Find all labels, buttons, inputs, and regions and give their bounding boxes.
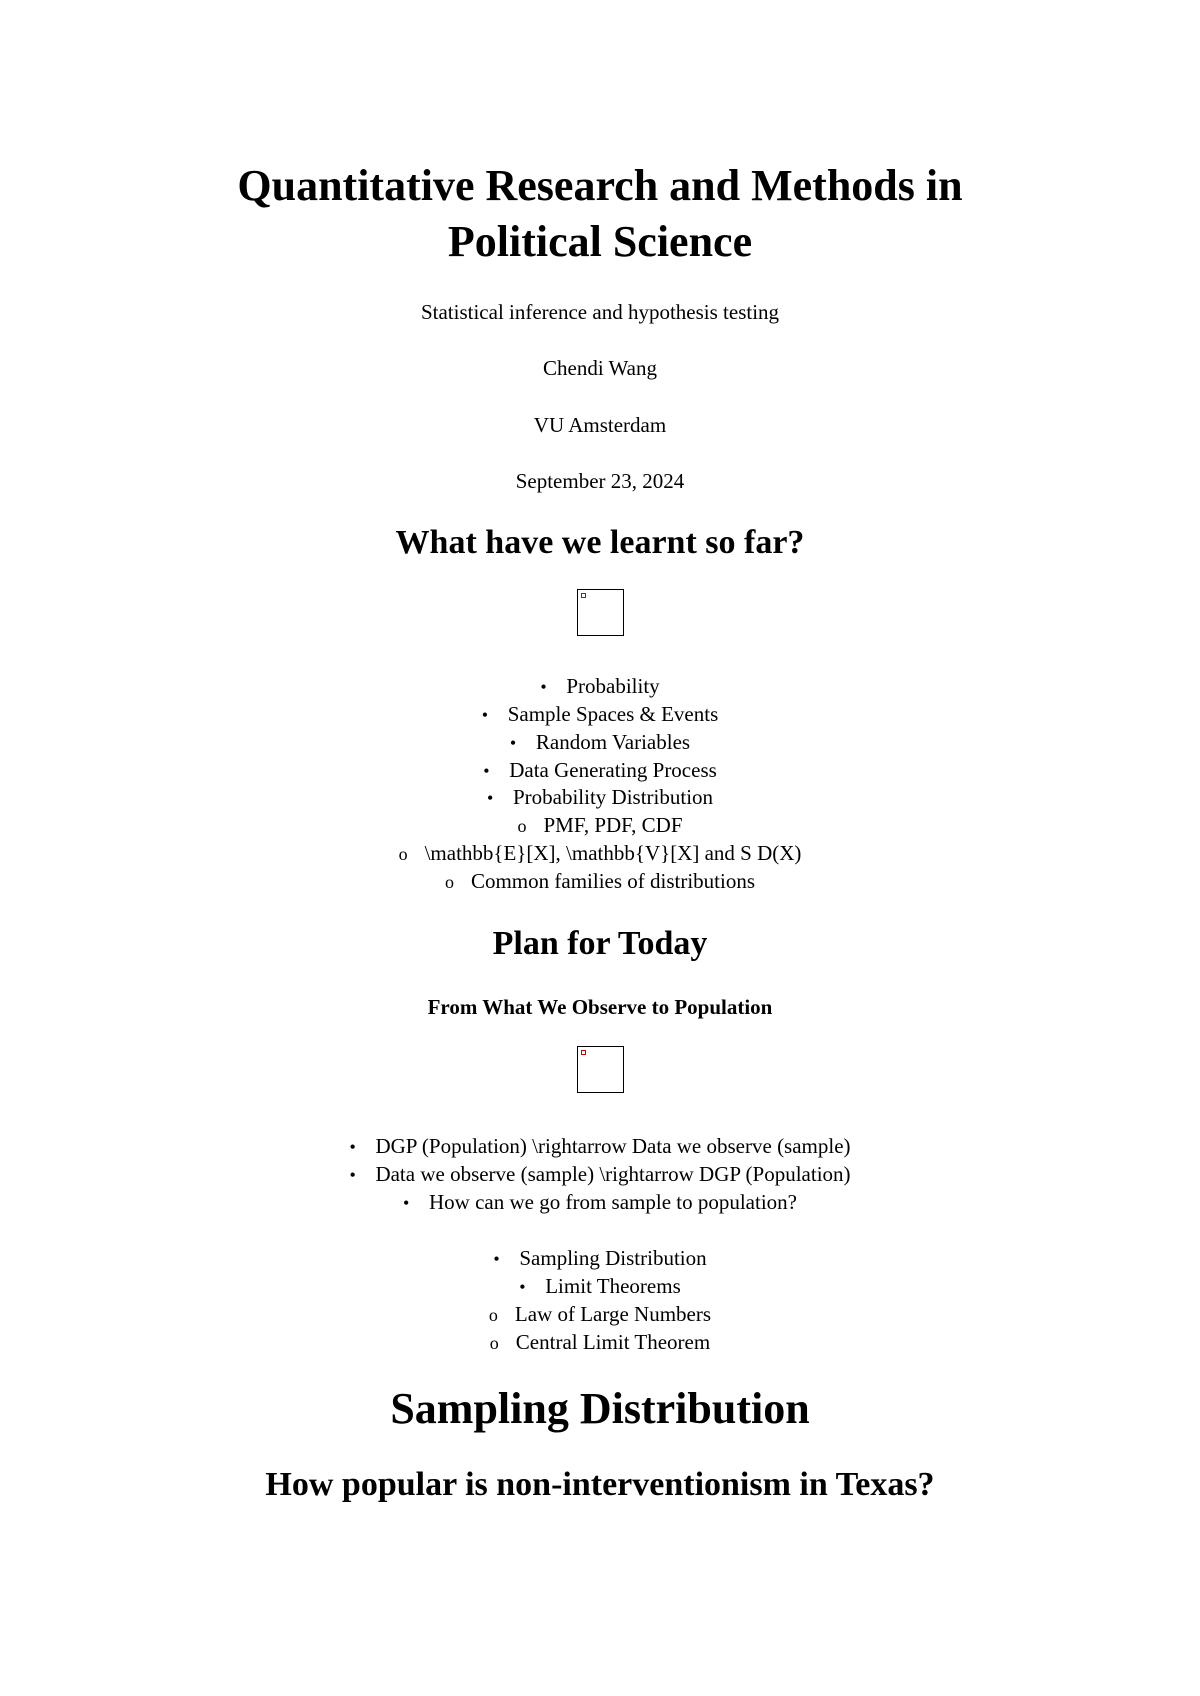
list-item-content: [490, 1328, 710, 1357]
list-item-content: [493, 1244, 706, 1273]
institution-name: VU Amsterdam: [533, 413, 667, 437]
list-item: [0, 1160, 1200, 1189]
list-item: [0, 1300, 1200, 1329]
section-subheading-sampling: How popular is non-interventionism in Texas?: [265, 1466, 935, 1503]
disc-bullet-icon: •: [486, 788, 494, 808]
list-item-content: [349, 1160, 850, 1189]
list-item-content: [510, 728, 690, 757]
list-item-content: [445, 867, 755, 896]
list-item-text: Sampling Distribution: [519, 1246, 707, 1270]
list-item-text: Limit Theorems: [545, 1274, 681, 1298]
document-title-line-1: Quantitative Research and Methods in: [237, 161, 963, 210]
list-item-content: [489, 1300, 711, 1329]
list-item: [0, 839, 1200, 868]
list-item-content: [487, 783, 713, 812]
document-title-line-2: Political Science: [447, 217, 753, 266]
list-item-text: Random Variables: [535, 730, 691, 754]
document-date: September 23, 2024: [515, 469, 685, 493]
broken-image-placeholder: [577, 1046, 624, 1093]
circle-bullet-icon: o: [517, 816, 527, 836]
list-item-content: [482, 700, 719, 729]
broken-image-icon: [581, 1050, 586, 1055]
list-item: [0, 672, 1200, 701]
list-item: [0, 1328, 1200, 1357]
list-item: [0, 756, 1200, 785]
list-item-text: Common families of distributions: [470, 869, 756, 893]
disc-bullet-icon: •: [403, 1193, 410, 1213]
list-item-text: Probability Distribution: [512, 785, 714, 809]
list-item: [0, 700, 1200, 729]
disc-bullet-icon: •: [519, 1277, 526, 1297]
list-item-content: [519, 1272, 681, 1301]
list-item: [0, 811, 1200, 840]
circle-bullet-icon: o: [444, 872, 454, 892]
disc-bullet-icon: •: [349, 1137, 356, 1157]
list-item-content: [403, 1188, 797, 1217]
list-item-text: PMF, PDF, CDF: [543, 813, 683, 837]
list-item-content: [349, 1132, 850, 1161]
broken-image-placeholder: [577, 589, 624, 636]
list-item: [0, 1272, 1200, 1301]
list-item-text: Central Limit Theorem: [515, 1330, 711, 1354]
disc-bullet-icon: •: [493, 1249, 500, 1269]
list-item: [0, 1244, 1200, 1273]
list-item: [0, 728, 1200, 757]
list-item-content: [517, 811, 682, 840]
list-item-text: Data Generating Process: [509, 758, 717, 782]
list-item-text: DGP (Population) \rightarrow Data we observe (sample): [375, 1134, 851, 1158]
circle-bullet-icon: o: [398, 844, 408, 864]
list-item-text: Probability: [566, 674, 660, 698]
list-item-content: [483, 756, 717, 785]
broken-image-icon: [581, 593, 586, 598]
circle-bullet-icon: o: [488, 1305, 498, 1325]
list-item-text: How can we go from sample to population?: [429, 1190, 797, 1214]
section-heading-plan: Plan for Today: [492, 925, 708, 962]
circle-bullet-icon: o: [489, 1333, 499, 1353]
section-heading-learnt: What have we learnt so far?: [395, 524, 805, 561]
disc-bullet-icon: •: [540, 677, 547, 697]
list-item-text: Law of Large Numbers: [514, 1302, 712, 1326]
section-subheading-plan: From What We Observe to Population: [427, 995, 773, 1019]
disc-bullet-icon: •: [349, 1165, 356, 1185]
disc-bullet-icon: •: [483, 761, 490, 781]
section-heading-sampling: Sampling Distribution: [390, 1384, 810, 1433]
list-item: [0, 1132, 1200, 1161]
author-name: Chendi Wang: [543, 356, 657, 380]
list-item: [0, 783, 1200, 812]
list-item-content: [540, 672, 659, 701]
disc-bullet-icon: •: [481, 705, 489, 725]
disc-bullet-icon: •: [509, 733, 517, 753]
list-item-text: Data we observe (sample) \rightarrow DGP (Population): [375, 1162, 851, 1186]
list-item: [0, 867, 1200, 896]
document-subtitle: Statistical inference and hypothesis testing: [420, 300, 780, 324]
list-item: [0, 1188, 1200, 1217]
list-item-text: \mathbb{E}[X], \mathbb{V}[X] and S D(X): [424, 841, 802, 865]
list-item-text: Sample Spaces & Events: [507, 702, 719, 726]
list-item-content: [399, 839, 802, 868]
